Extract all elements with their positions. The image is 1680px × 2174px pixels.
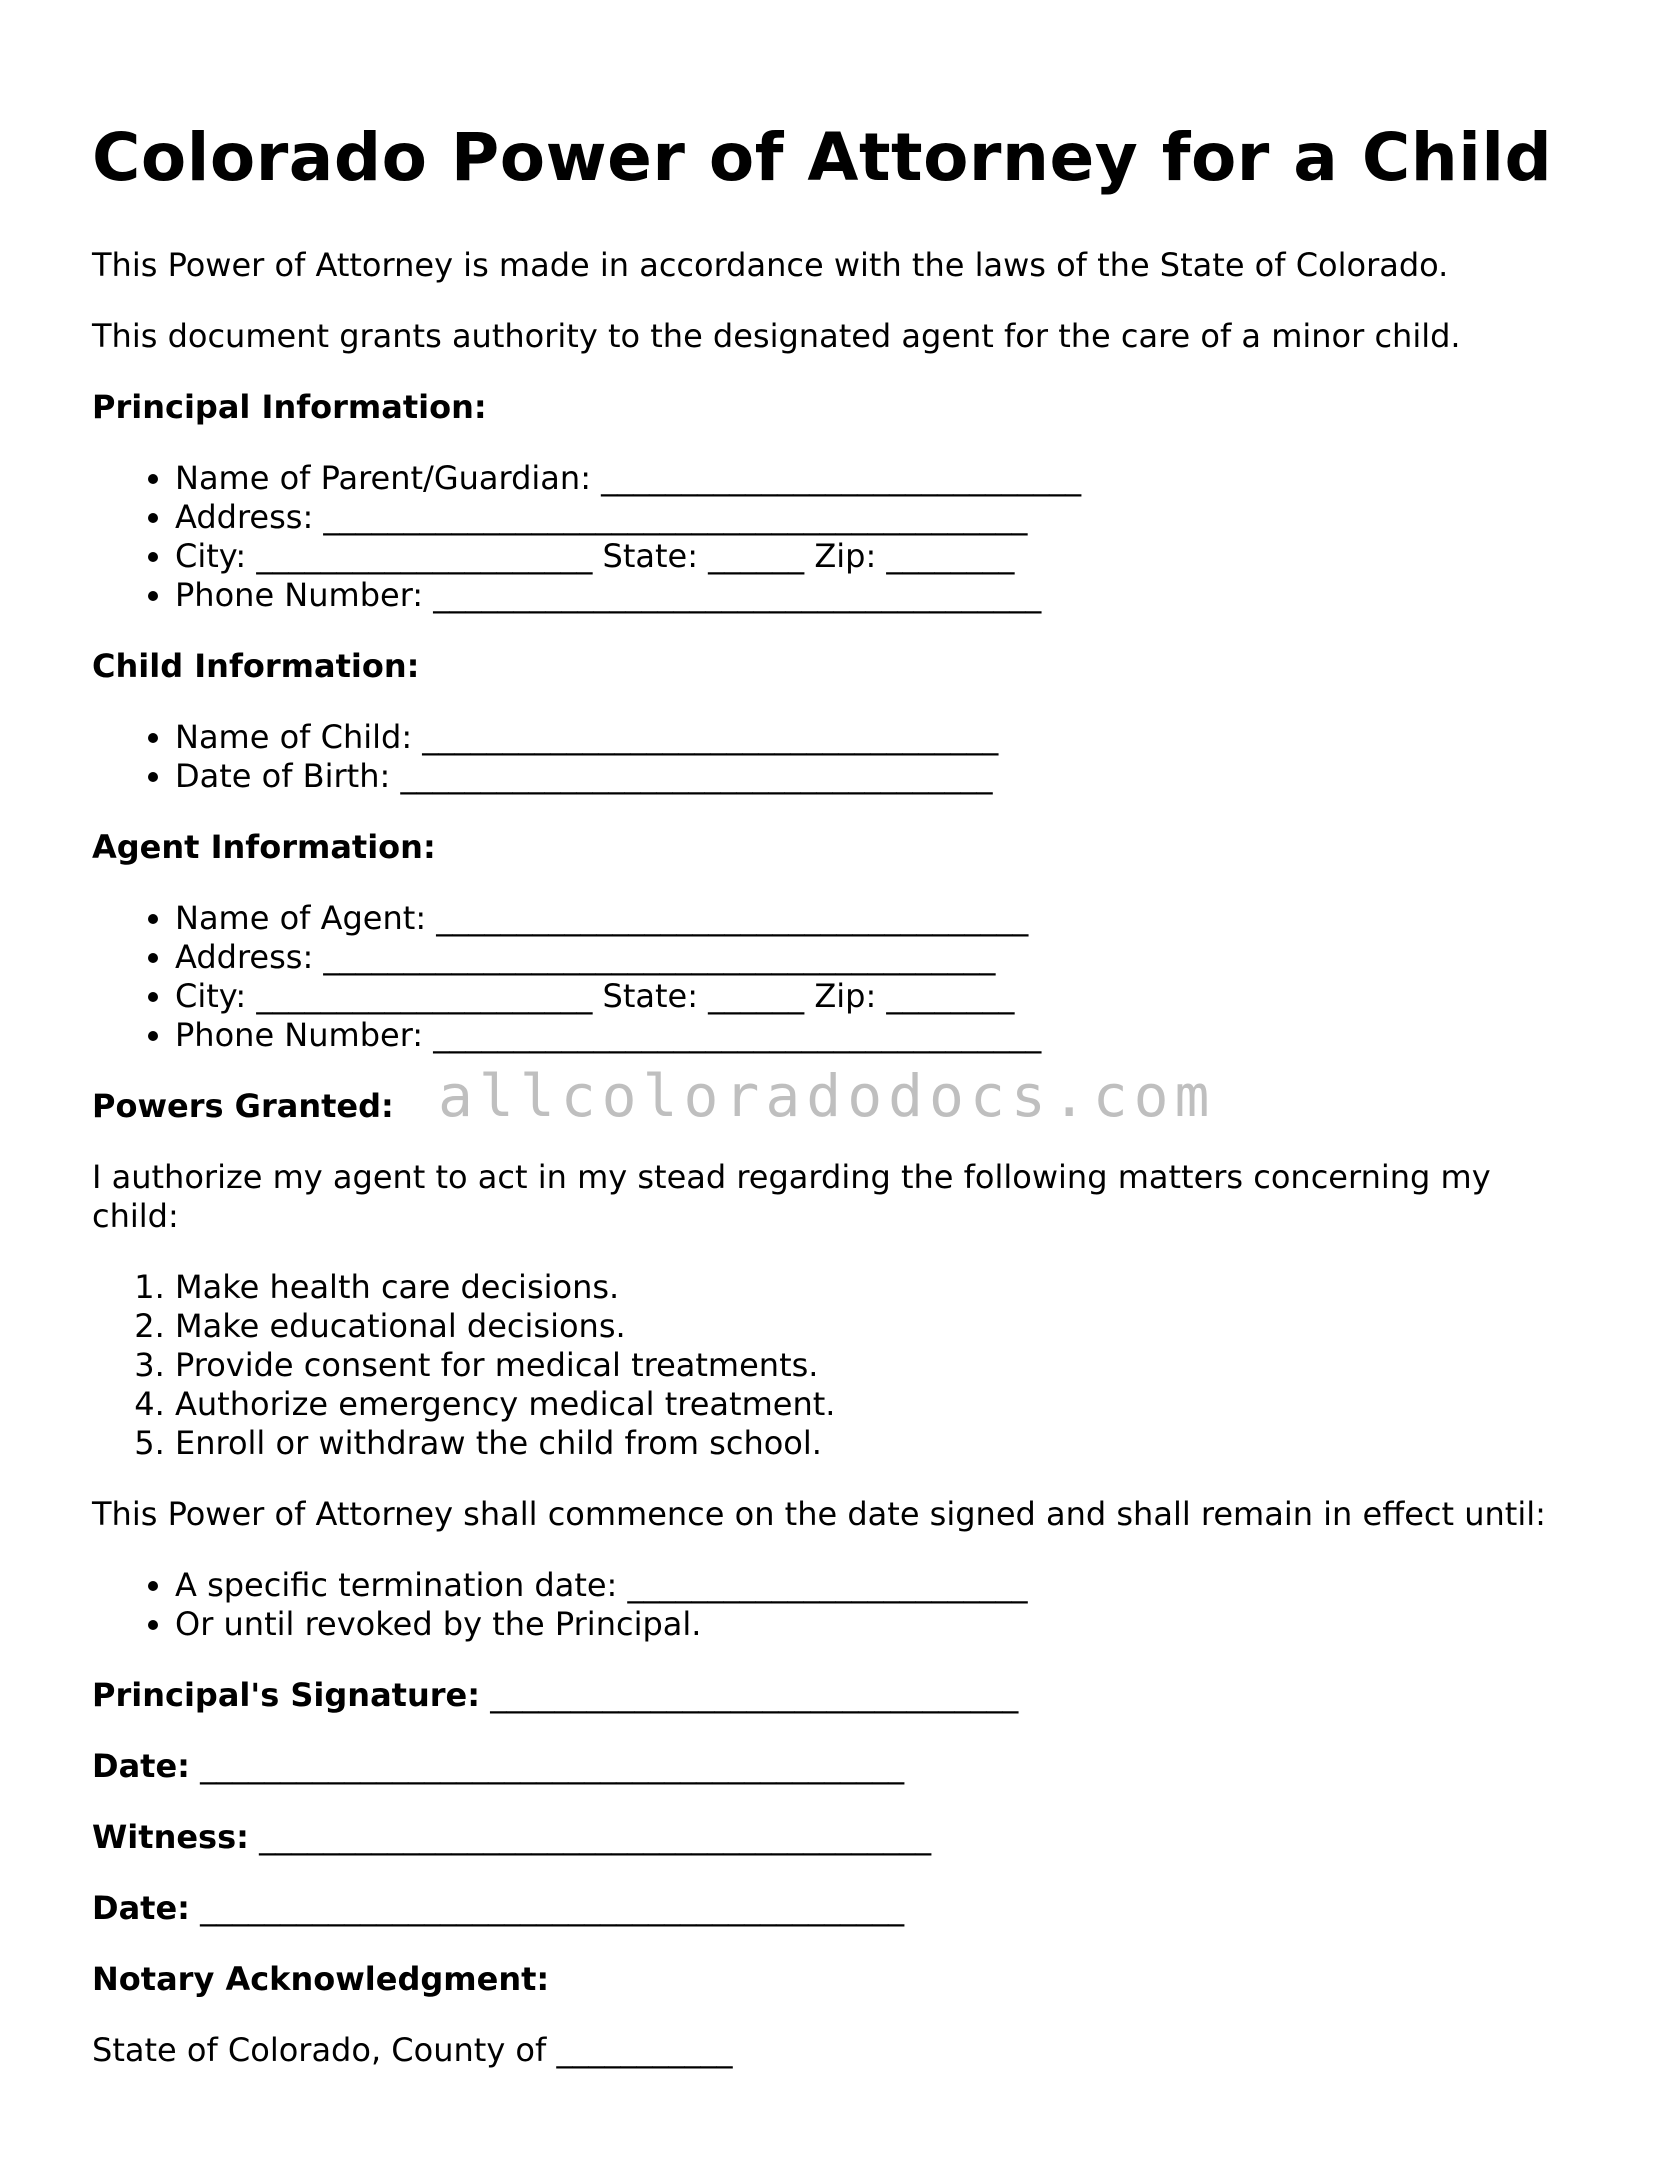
witness-line xyxy=(92,1818,1612,1857)
duration-list xyxy=(92,1566,1612,1644)
powers-list xyxy=(92,1268,1612,1463)
agent-phone-field: • Phone Number: ______________________________________ xyxy=(175,1016,1612,1055)
principal-list xyxy=(92,459,1612,615)
witness-date-line xyxy=(92,1889,1612,1928)
notary-heading: Notary Acknowledgment: xyxy=(92,1960,550,1998)
principal-date-line xyxy=(92,1747,1612,1786)
principal-date-label: Date: xyxy=(92,1747,190,1785)
principal-city-state-zip-field: • City: _____________________ State: ______ Zip: ________ xyxy=(175,537,1612,576)
child-list xyxy=(92,718,1612,796)
watermark: allcoloradodocs.com xyxy=(438,1062,1216,1130)
child-dob-field: • Date of Birth: _____________________________________ xyxy=(175,757,1612,796)
principal-heading: Principal Information: xyxy=(92,388,487,426)
witness-blank: __________________________________________ xyxy=(248,1818,932,1856)
witness-date-label: Date: xyxy=(92,1889,190,1927)
powers-heading: Powers Granted: xyxy=(92,1087,394,1125)
power-item: 3. Provide consent for medical treatments. xyxy=(175,1346,1612,1385)
witness-date-blank: ____________________________________________ xyxy=(189,1889,905,1927)
agent-address-field: • Address: __________________________________________ xyxy=(175,938,1612,977)
principal-date-blank: ____________________________________________ xyxy=(189,1747,905,1785)
document-title: Colorado Power of Attorney for a Child xyxy=(92,119,1553,196)
intro-line-2: This document grants authority to the designated agent for the care of a minor child. xyxy=(92,317,1461,355)
agent-name-field: • Name of Agent: _____________________________________ xyxy=(175,899,1612,938)
agent-list xyxy=(92,899,1612,1055)
witness-label: Witness: xyxy=(92,1818,249,1856)
power-item: 5. Enroll or withdraw the child from school. xyxy=(175,1424,1612,1463)
principal-name-field: • Name of Parent/Guardian: ______________________________ xyxy=(175,459,1612,498)
power-item: 1. Make health care decisions. xyxy=(175,1268,1612,1307)
revocation-item: • Or until revoked by the Principal. xyxy=(175,1605,1612,1644)
principal-signature-line xyxy=(92,1676,1612,1715)
principal-phone-field: • Phone Number: ______________________________________ xyxy=(175,576,1612,615)
agent-city-state-zip-field: • City: _____________________ State: ______ Zip: ________ xyxy=(175,977,1612,1016)
principal-signature-blank: _________________________________ xyxy=(480,1676,1019,1714)
duration-text: This Power of Attorney shall commence on the date signed and shall remain in effect until: xyxy=(92,1495,1546,1533)
child-name-field: • Name of Child: ____________________________________ xyxy=(175,718,1612,757)
power-item: 4. Authorize emergency medical treatment. xyxy=(175,1385,1612,1424)
powers-intro: I authorize my agent to act in my stead regarding the following matters concerning my child: xyxy=(92,1158,1491,1235)
termination-date-field: • A specific termination date: _________________________ xyxy=(175,1566,1612,1605)
principal-signature-label: Principal's Signature: xyxy=(92,1676,481,1714)
intro-line-1: This Power of Attorney is made in accordance with the laws of the State of Colorado. xyxy=(92,246,1449,284)
power-item: 2. Make educational decisions. xyxy=(175,1307,1612,1346)
agent-heading: Agent Information: xyxy=(92,828,436,866)
child-heading: Child Information: xyxy=(92,647,420,685)
notary-county-line: State of Colorado, County of ___________ xyxy=(92,2031,733,2069)
principal-address-field: • Address: ____________________________________________ xyxy=(175,498,1612,537)
